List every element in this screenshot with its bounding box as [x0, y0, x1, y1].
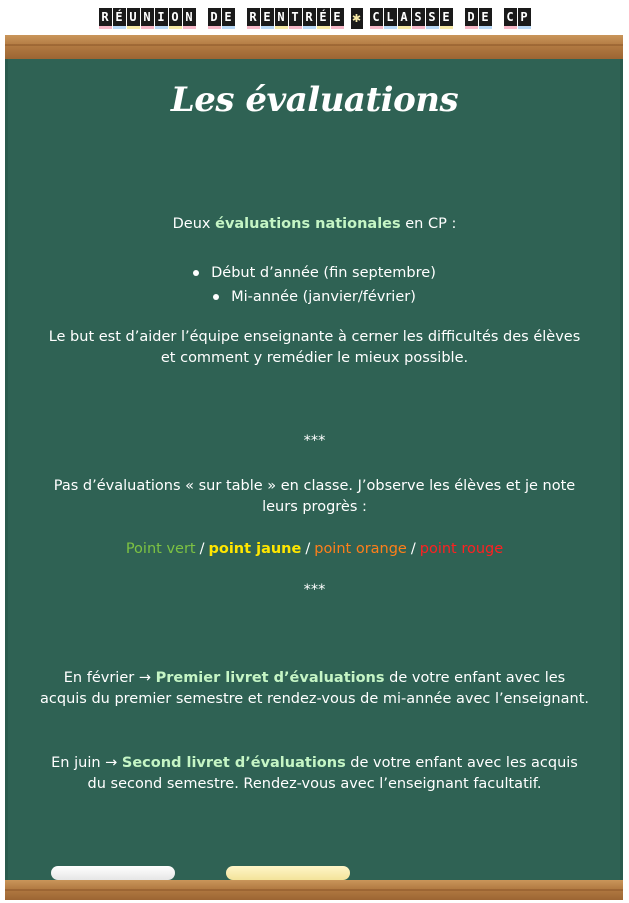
banner-letter-tile: É [317, 8, 330, 29]
banner-word [504, 8, 531, 29]
banner-letter-tile: R [303, 8, 316, 29]
banner-letter-tile: C [370, 8, 383, 29]
banner-letter-tile: S [426, 8, 439, 29]
point-rouge-label: point rouge [419, 541, 504, 557]
observation-text: Pas d’évaluations « sur table » en classe. J’observe les élèves et je note leurs progrès : [53, 478, 576, 515]
banner-letter-tile: E [331, 8, 344, 29]
banner-separator-icon: ✱ [351, 8, 363, 29]
june-text [40, 753, 589, 795]
june-after: de votre enfant avec les acquis du second semestre. Rendez-vous avec l’enseignant facultatif. [87, 755, 578, 792]
february-before: En février → [63, 670, 156, 686]
divider-2: *** [303, 582, 326, 598]
banner-letter-tile: N [183, 8, 196, 29]
bullet-icon [213, 294, 219, 300]
intro-after: en CP : [400, 216, 457, 232]
separator: / [410, 541, 416, 557]
banner-letter-tile: É [113, 8, 126, 29]
june-highlight: Second livret d’évaluations [121, 755, 346, 771]
bullet-icon [193, 270, 199, 276]
purpose-text: Le but est d’aider l’équipe enseignante à cerner les difficultés des élèves et comment y remédier le mieux possible. [48, 329, 581, 366]
yellow-chalk [226, 866, 350, 880]
point-jaune-label: point jaune [208, 541, 302, 557]
board-frame-bottom [5, 880, 623, 900]
banner-letter-tile: E [440, 8, 453, 29]
banner-letter-tile: A [398, 8, 411, 29]
banner-word [465, 8, 492, 29]
banner-letter-tile: E [261, 8, 274, 29]
banner-letter-tile: E [222, 8, 235, 29]
february-text [40, 668, 589, 710]
list-item [0, 285, 629, 309]
banner-letter-tile: N [141, 8, 154, 29]
point-vert-label: Point vert [125, 541, 196, 557]
banner-letter-tile: D [465, 8, 478, 29]
points-legend [40, 539, 589, 560]
divider-1: *** [303, 433, 326, 449]
banner-letter-tile: L [384, 8, 397, 29]
february-highlight: Premier livret d’évaluations [155, 670, 385, 686]
list-item [0, 261, 629, 285]
evaluation-dates-list [0, 261, 629, 309]
list-item-label: Début d’année (fin septembre) [211, 265, 436, 281]
banner-letter-tile: P [518, 8, 531, 29]
banner-letter-tile: C [504, 8, 517, 29]
banner-letter-tile: R [247, 8, 260, 29]
banner-word [247, 8, 344, 29]
intro-highlight: évaluations nationales [215, 216, 401, 232]
february-after: de votre enfant avec les acquis du premier semestre et rendez-vous de mi-année avec l’enseignant. [40, 670, 589, 707]
banner-word [99, 8, 196, 29]
separator: / [305, 541, 311, 557]
separator: / [199, 541, 205, 557]
banner-letter-tile: N [275, 8, 288, 29]
banner-letter-tile: R [99, 8, 112, 29]
banner-letter-tile: U [127, 8, 140, 29]
point-orange-label: point orange [314, 541, 407, 557]
banner-letter-tile: D [208, 8, 221, 29]
banner-word [208, 8, 235, 29]
banner-letter-tile: S [412, 8, 425, 29]
page-title: Les évaluations [170, 80, 459, 120]
header-banner [0, 4, 629, 32]
list-item-label: Mi-année (janvier/février) [231, 289, 416, 305]
white-chalk [51, 866, 175, 880]
intro-text [40, 214, 589, 235]
banner-letter-tile: O [169, 8, 182, 29]
banner-letter-tile: I [155, 8, 168, 29]
june-before: En juin → [51, 755, 122, 771]
banner-letter-tile: E [479, 8, 492, 29]
banner-letter-tile: T [289, 8, 302, 29]
intro-before: Deux [172, 216, 216, 232]
board-frame-top [5, 35, 623, 59]
banner-word [370, 8, 453, 29]
